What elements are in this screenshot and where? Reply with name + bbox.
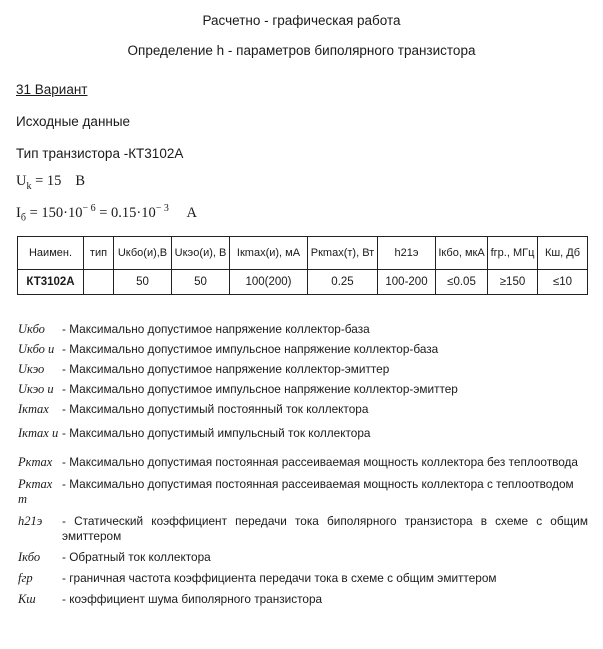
legend-symbol: Iкmax и [18,426,59,440]
parameters-table [17,236,588,295]
legend-symbol: Uкэо и [18,382,54,396]
legend-description: - Максимально допустимое напряжение коллектор-эмиттер [62,362,390,376]
legend-symbol: Кш [18,592,36,606]
formula-ib-symbol: I [16,204,21,221]
legend-description: - граничная частота коэффициента передачи тока в схеме с общим эмиттером [62,571,497,585]
formula-ib-eq1: = 150·10 [29,204,83,221]
list-item [18,426,588,441]
transistor-type: Тип транзистора -КТ3102А [16,146,184,161]
legend-description: - Максимально допустимое напряжение коллектор-база [62,322,370,336]
list-item [18,362,588,377]
formula-ib-exp1: − 6 [82,203,96,214]
table-header: Uкэо(и), В [172,237,230,270]
legend-description: - Максимально допустимый постоянный ток коллектора [62,402,369,416]
table-header: fгр., МГц [488,237,538,270]
formula-uk-unit: В [75,173,86,189]
table-cell: 100(200) [230,270,308,295]
list-item [18,342,588,357]
legend-description: - Максимально допустимое импульсное напряжение коллектор-эмиттер [62,382,458,396]
legend-symbol: Iкбо [18,550,41,564]
list-item [18,455,588,470]
list-item [18,322,588,337]
table-header: Наимен. [18,237,84,270]
list-item [18,514,588,544]
table-header: Iкбо, мкА [436,237,488,270]
list-item [18,592,588,607]
formula-ib-sub: б [20,212,26,224]
formula-uk [16,173,85,192]
table-cell: ≤0.05 [436,270,488,295]
list-item [18,382,588,397]
formula-uk-rhs: = 15 [35,173,62,189]
initial-data-label: Исходные данные [16,114,131,129]
table-header: Iкmax(и), мА [230,237,308,270]
legend-symbol: fгр [18,571,33,585]
table-cell: 50 [114,270,172,295]
formula-ib-eq2: = 0.15·10 [99,204,156,221]
document-title: Расчетно - графическая работа [202,13,401,28]
legend-symbol: Pкmax т [18,477,53,506]
legend-symbol: Uкбо и [18,342,55,356]
list-item [18,477,588,507]
table-header: Кш, Дб [538,237,588,270]
legend-list [18,322,588,607]
list-item [18,402,588,417]
table-cell [84,270,114,295]
legend-description: - Максимально допустимое импульсное напряжение коллектор-база [62,342,439,356]
legend-description: - коэффициент шума биполярного транзистора [62,592,323,606]
table-header: h21э [378,237,436,270]
legend-symbol: Iкmax [18,402,49,416]
formula-uk-symbol: U [16,173,27,189]
document-subtitle: Определение h - параметров биполярного транзистора [127,43,476,58]
legend-symbol: Pкmax [18,455,53,469]
table-header: тип [84,237,114,270]
table-header: Uкбо(и),В [114,237,172,270]
formula-uk-sub: k [26,180,32,192]
formula-ib-exp2: − 3 [155,203,169,214]
list-item [18,571,588,586]
legend-description: - Максимально допустимая постоянная рассеиваемая мощность коллектора без теплоотвода [62,455,578,469]
table-cell: 0.25 [308,270,378,295]
table-header: Pкmax(т), Вт [308,237,378,270]
list-item [18,550,588,565]
table-cell: ≥150 [488,270,538,295]
legend-description: - Максимально допустимая постоянная рассеиваемая мощность коллектора с теплоотводом [62,477,574,491]
table-cell: КТ3102А [18,270,84,295]
legend-symbol: Uкбо [18,322,45,336]
variant-label: 31 Вариант [16,82,88,97]
table-row [18,270,588,295]
legend-symbol: h21э [18,514,43,528]
table-cell: ≤10 [538,270,588,295]
table-cell: 50 [172,270,230,295]
legend-description: - Статический коэффициент передачи тока биполярного транзистора в схеме с общим эмиттером [62,514,588,543]
legend-description: - Обратный ток коллектора [62,550,211,564]
formula-ib-unit: А [186,204,197,221]
formula-ib [16,203,197,224]
legend-symbol: Uкэо [18,362,45,376]
table-cell: 100-200 [378,270,436,295]
legend-description: - Максимально допустимый импульсный ток коллектора [62,426,371,440]
table-header-row [18,237,588,270]
